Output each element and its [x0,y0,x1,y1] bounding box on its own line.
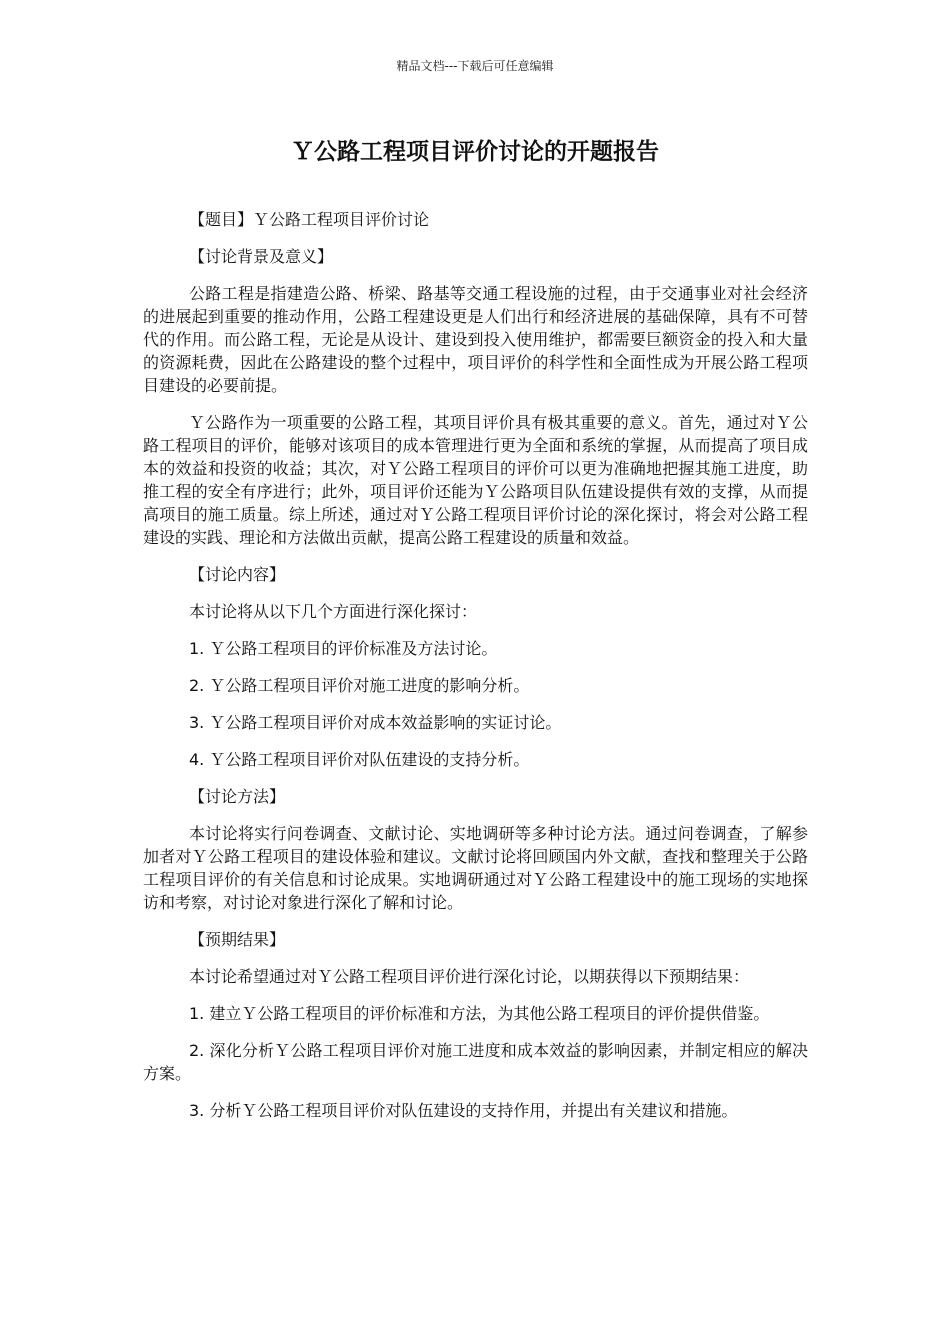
body-paragraph: 公路工程是指建造公路、桥梁、路基等交通工程设施的过程，由于交通事业对社会经济的进展起到重要的推动作用，公路工程建设更是人们出行和经济进展的基础保障，具有不可替代的作用。而公路工程，无论是从设计、建设到投入使用维护，都需要巨额资金的投入和大量的资源耗费，因此在公路建设的整个过程中，项目评价的科学性和全面性成为开展公路工程项目建设的必要前提。 [143,284,808,395]
section-heading-expected-results: 【预期结果】 [189,930,286,949]
list-item: 2. Ｙ公路工程项目评价对施工进度的影响分析。 [189,676,530,695]
body-paragraph: 本讨论将从以下几个方面进行深化探讨： [189,602,478,621]
document-body [143,208,808,1136]
list-item: 2. 深化分析Ｙ公路工程项目评价对施工进度和成本效益的影响因素，并制定相应的解决方案。 [143,1041,808,1083]
body-paragraph: Ｙ公路作为一项重要的公路工程，其项目评价具有极其重要的意义。首先，通过对Ｙ公路工程项目的评价，能够对该项目的成本管理进行更为全面和系统的掌握，从而提高了项目成本的效益和投资的收益；其次，对Ｙ公路工程项目的评价可以更为准确地把握其施工进度，助推工程的安全有序进行；此外，项目评价还能为Ｙ公路项目队伍建设提供有效的支撑，从而提高项目的施工质量。综上所述，通过对Ｙ公路工程项目评价讨论的深化探讨，将会对公路工程建设的实践、理论和方法做出贡献，提高公路工程建设的质量和效益。 [143,413,808,547]
body-paragraph: 本讨论希望通过对Ｙ公路工程项目评价进行深化讨论，以期获得以下预期结果： [189,967,750,986]
section-heading-method: 【讨论方法】 [189,787,286,806]
list-item: 1. Ｙ公路工程项目的评价标准及方法讨论。 [189,639,498,658]
section-heading-background: 【讨论背景及意义】 [189,247,334,266]
list-item: 4. Ｙ公路工程项目评价对队伍建设的支持分析。 [189,750,530,769]
list-item: 3. Ｙ公路工程项目评价对成本效益影响的实证讨论。 [189,713,562,732]
document-title: Ｙ公路工程项目评价讨论的开题报告 [291,139,659,165]
list-item: 3. 分析Ｙ公路工程项目评价对队伍建设的支持作用，并提出有关建议和措施。 [189,1101,738,1120]
page-header: 精品文档---下载后可任意编辑 [396,59,554,73]
body-paragraph: 本讨论将实行问卷调查、文献讨论、实地调研等多种讨论方法。通过问卷调查，了解参加者对Ｙ公路工程项目的建设体验和建议。文献讨论将回顾国内外文献，查找和整理关于公路工程项目评价的有关信息和讨论成果。实地调研通过对Ｙ公路工程建设中的施工现场的实地探访和考察，对讨论对象进行深化了解和讨论。 [143,824,808,912]
topic-line: 【题目】Ｙ公路工程项目评价讨论 [189,210,430,229]
section-heading-content: 【讨论内容】 [189,565,286,584]
list-item: 1. 建立Ｙ公路工程项目的评价标准和方法，为其他公路工程项目的评价提供借鉴。 [189,1004,770,1023]
